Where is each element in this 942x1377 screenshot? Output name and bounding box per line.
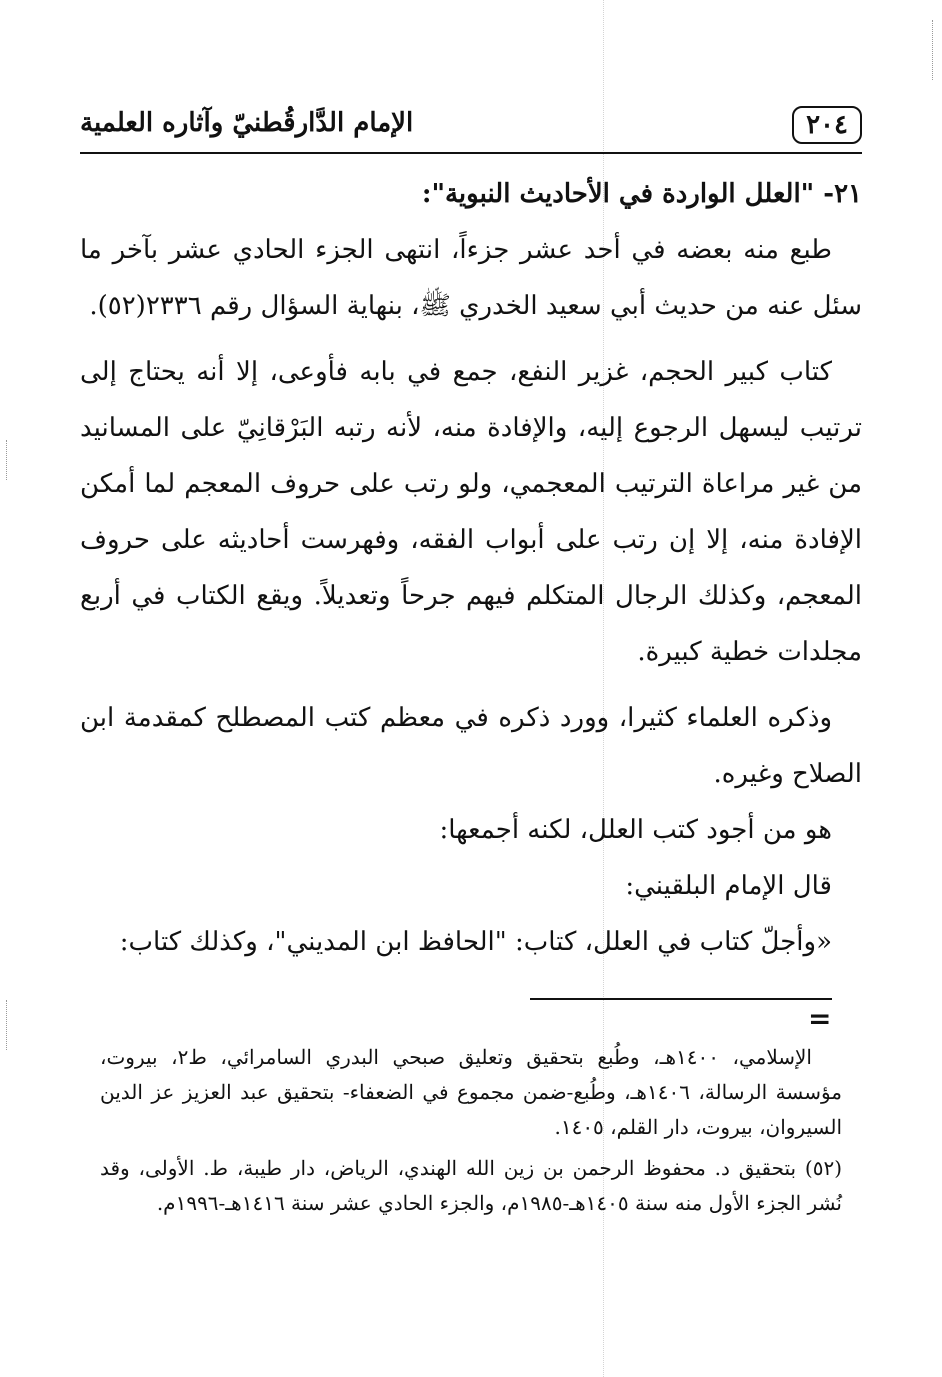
footnote-52: (٥٢) بتحقيق د. محفوظ الرحمن بن زين الله الهندي، الرياض، دار طيبة، ط. الأولى، وقد نُشر الجزء الأول منه سنة ١٤٠٥هـ-١٩٨٥م، والجزء الحادي عشر سنة ١٤١٦هـ-١٩٩٦م. [100, 1156, 842, 1215]
footnote-separator [530, 998, 832, 1000]
footnote-continuation: الإسلامي، ١٤٠٠هـ، وطُبع بتحقيق وتعليق صبحي البدري السامرائي، ط٢، بيروت، مؤسسة الرسالة، ١٤٠٦هـ، وطُبع-ضمن مجموع في الضعفاء- بتحقيق عبد العزيز عز الدين السيروان، بيروت، دار القلم، ١٤٠٥. [100, 1045, 842, 1139]
paragraph: وذكره العلماء كثيرا، وورد ذكره في معظم كتب المصطلح كمقدمة ابن الصلاح وغيره. [80, 703, 862, 789]
page-header [80, 100, 862, 154]
running-title: الإمام الدَّارقُطنيّ وآثاره العلمية [80, 108, 414, 138]
scan-edge-mark [932, 20, 933, 80]
scan-edge-mark [6, 440, 7, 480]
paragraph: كتاب كبير الحجم، غزير النفع، جمع في بابه فأوعى، إلا أنه يحتاج إلى ترتيب ليسهل الرجوع إليه، والإفادة منه، لأنه رتبه البَرْقانِيّ على المسانيد من غير مراعاة الترتيب المعجمي، ولو رتب على حروف المعجم لما أمكن الإفادة منه، إلا إن رتب على أبواب الفقه، وفهرست أحاديثه على حروف المعجم، وكذلك الرجال المتكلم فيهم جرحاً وتعديلاً. ويقع الكتاب في أربع مجلدات خطية كبيرة. [80, 357, 862, 667]
paragraph: قال الإمام البلقيني: [625, 871, 832, 901]
quotation: «وأجلّ كتاب في العلل، كتاب: "الحافظ ابن المديني"، وكذلك كتاب: [119, 927, 832, 957]
main-text [80, 166, 862, 970]
section-heading: ٢١- "العلل الواردة في الأحاديث النبوية": [421, 179, 862, 209]
paragraph: طبع منه بعضه في أحد عشر جزءاً، انتهى الجزء الحادي عشر بآخر ما سئل عنه من حديث أبي سعيد الخدري ﷺ، بنهاية السؤال رقم ٢٣٣٦(٥٢). [80, 235, 862, 321]
footnotes [100, 1040, 842, 1221]
scan-edge-mark [6, 1000, 7, 1050]
page-number: ٢٠٤ [792, 106, 862, 144]
paragraph: هو من أجود كتب العلل، لكنه أجمعها: [439, 815, 832, 845]
footnote-continuation-mark: = [808, 1002, 832, 1035]
